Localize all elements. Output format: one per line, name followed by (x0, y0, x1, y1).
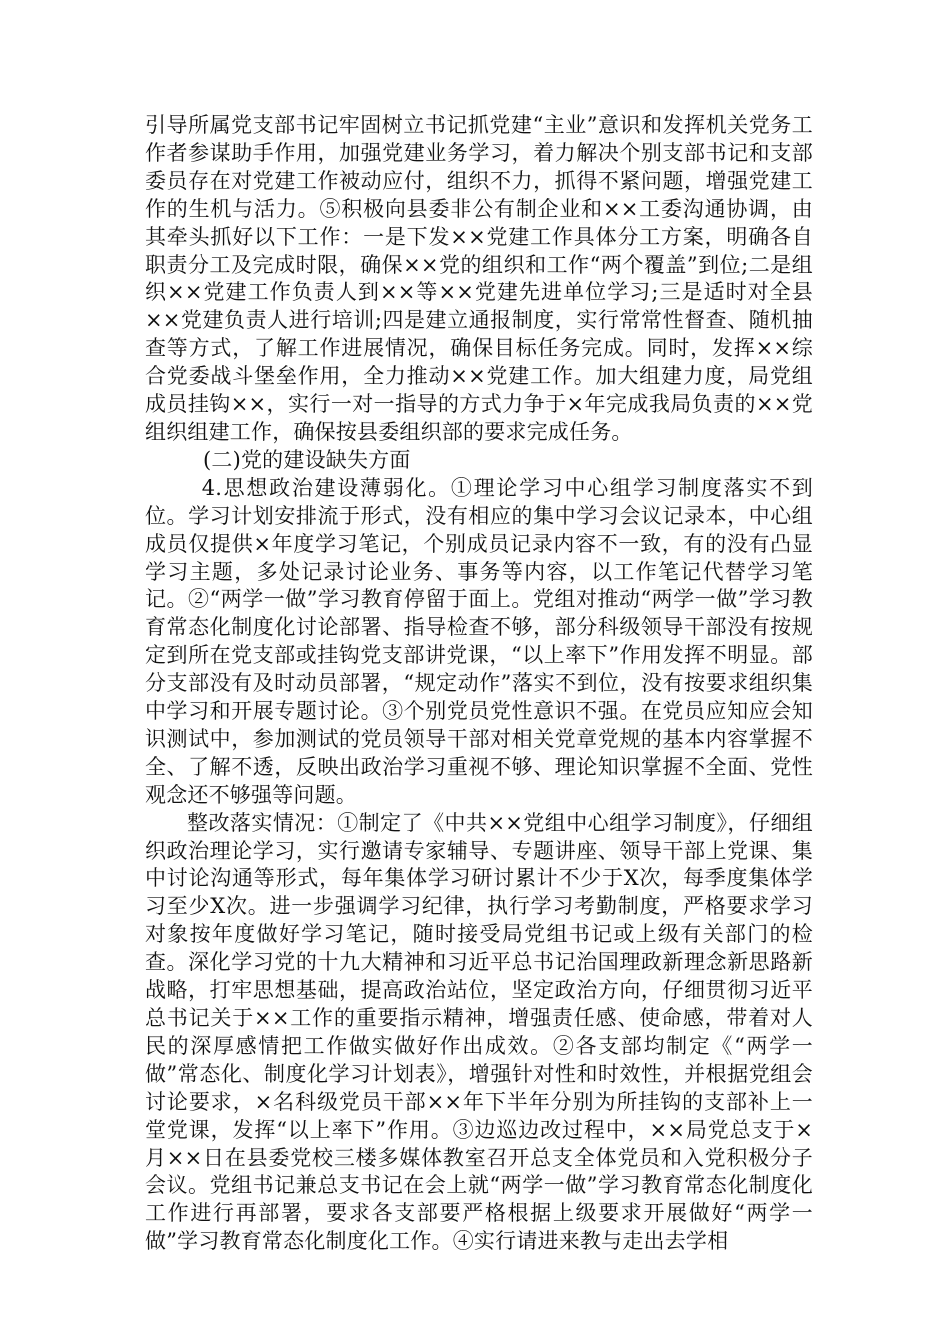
document-body (145, 112, 813, 1256)
item-4-paragraph: 4.思想政治建设薄弱化。①理论学习中心组学习制度落实不到位。学习计划安排流于形式，没有相应的集中学习会议记录本，中心组成员仅提供×年度学习笔记，个别成员记录内容不一致，有的没有凸显学习主题，多处记录讨论业务、事务等内容，以工作笔记代替学习笔记。②“两学一做”学习教育停留于面上。党组对推动“两学一做”学习教育常态化制度化讨论部署、指导检查不够，部分科级领导干部没有按规定到所在党支部或挂钩党支部讲党课，“以上率下”作用发挥不明显。部分支部没有及时动员部署，“规定动作”落实不到位，没有按要求组织集中学习和开展专题讨论。③个别党员党性意识不强。在党员应知应会知识测试中，参加测试的党员领导干部对相关党章党规的基本内容掌握不全、了解不透，反映出政治学习重视不够、理论知识掌握不全面、党性观念还不够强等问题。 (145, 475, 813, 807)
section-heading: (二)党的建设缺失方面 (203, 447, 411, 472)
continued-paragraph: 引导所属党支部书记牢固树立书记抓党建“主业”意识和发挥机关党务工作者参谋助手作用，加强党建业务学习，着力解决个别支部书记和支部委员存在对党建工作被动应付，组织不力，抓得不紧问题，增强党建工作的生机与活力。⑤积极向县委非公有制企业和××工委沟通协调，由其牵头抓好以下工作：一是下发××党建工作具体分工方案，明确各自职责分工及完成时限，确保××党的组织和工作“两个覆盖”到位;二是组织××党建工作负责人到××等××党建先进单位学习;三是适时对全县××党建负责人进行培训;四是建立通报制度，实行常常性督查、随机抽查等方式，了解工作进展情况，确保目标任务完成。同时，发挥××综合党委战斗堡垒作用，全力推动××党建工作。加大组建力度，局党组成员挂钩××，实行一对一指导的方式力争于×年完成我局负责的××党组织组建工作，确保按县委组织部的要求完成任务。 (145, 113, 813, 444)
rectification-paragraph: 整改落实情况：①制定了《中共××党组中心组学习制度》，仔细组织政治理论学习，实行邀请专家辅导、专题讲座、领导干部上党课、集中讨论沟通等形式，每年集体学习研讨累计不少于X次，每季度集体学习至少X次。进一步强调学习纪律，执行学习考勤制度，严格要求学习对象按年度做好学习笔记，随时接受局党组书记或上级有关部门的检查。深化学习党的十九大精神和习近平总书记治国理政新理念新思路新战略，打牢思想基础，提高政治站位，坚定政治方向，仔细贯彻习近平总书记关于××工作的重要指示精神，增强责任感、使命感，带着对人民的深厚感情把工作做实做好作出成效。②各支部均制定《“两学一做”常态化、制度化学习计划表》，增强针对性和时效性，并根据党组会讨论要求，×名科级党员干部××年下半年分别为所挂钩的支部补上一堂党课，发挥“以上率下”作用。③边巡边改过程中，××局党总支于×月××日在县委党校三楼多媒体教室召开总支全体党员和入党积极分子会议。党组书记兼总支书记在会上就“两学一做”学习教育常态化制度化工作进行再部署，要求各支部要严格根据上级要求开展做好“两学一做”学习教育常态化制度化工作。④实行请进来教与走出去学相 (145, 810, 813, 1254)
